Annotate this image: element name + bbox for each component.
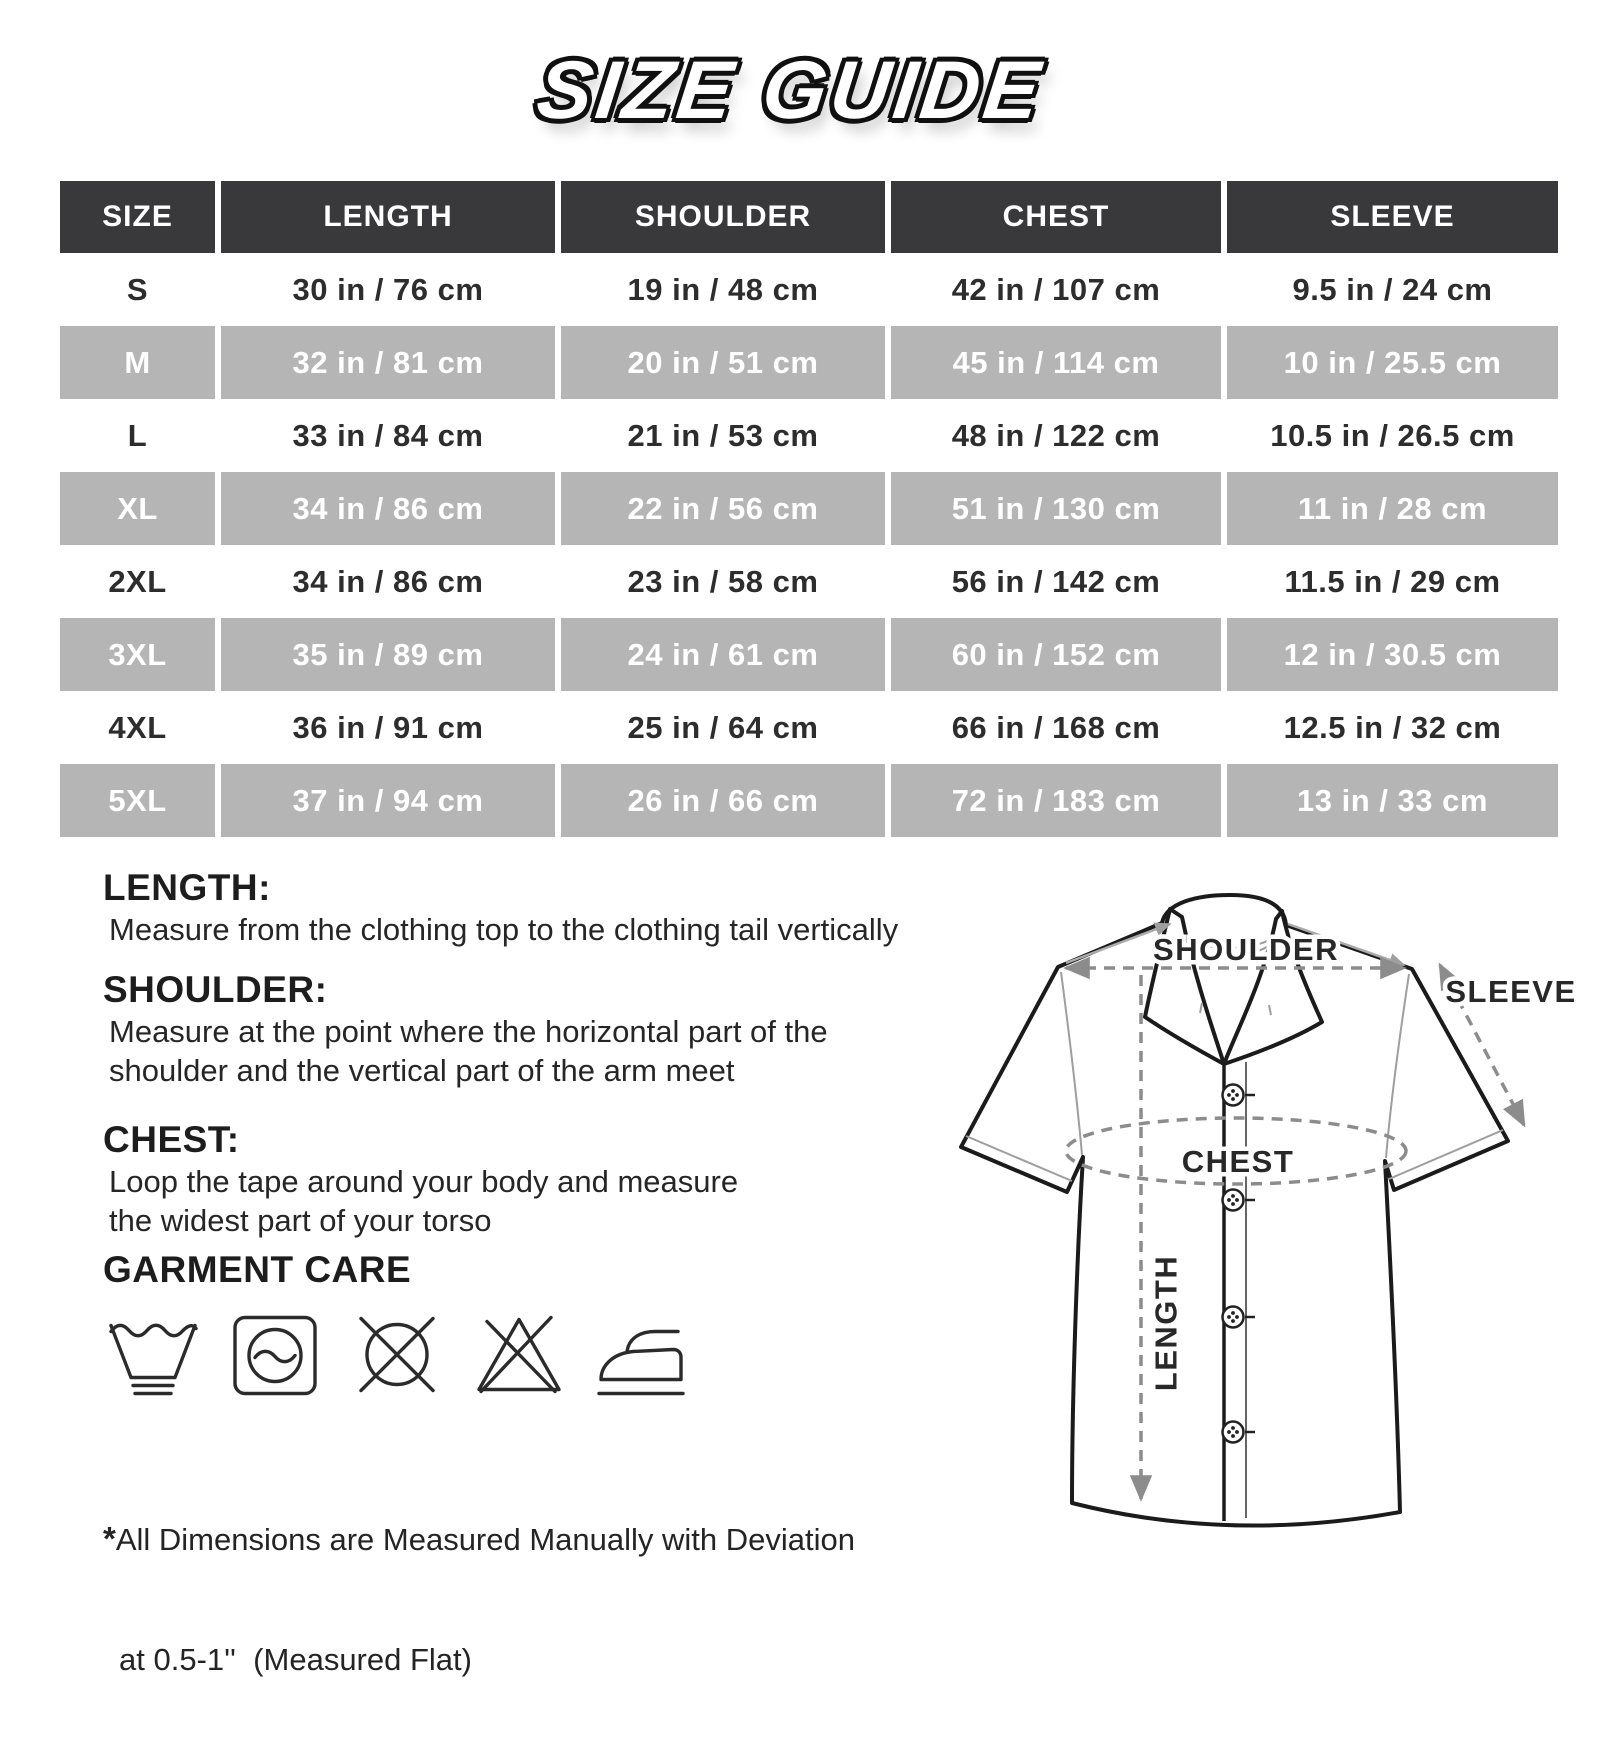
length-term: LENGTH:: [103, 867, 271, 908]
chest-term: CHEST:: [103, 1119, 240, 1160]
cell-shoulder: 19 in / 48 cm: [627, 271, 819, 307]
cell-chest: 42 in / 107 cm: [951, 271, 1161, 307]
footnote-star: *: [103, 1520, 116, 1557]
chest-label: CHEST: [1181, 1144, 1295, 1179]
cell-chest: 72 in / 183 cm: [891, 764, 1221, 837]
sleeve-label: SLEEVE: [1445, 974, 1577, 1009]
cell-chest: 48 in / 122 cm: [951, 417, 1161, 453]
chest-definition-line1: Loop the tape around your body and measure: [109, 1164, 739, 1199]
cell-chest: 56 in / 142 cm: [951, 563, 1161, 599]
cell-sleeve: 13 in / 33 cm: [1227, 764, 1558, 837]
size-table: [60, 181, 1558, 837]
garment-care-heading: GARMENT CARE: [103, 1249, 412, 1290]
shoulder-definition-line2: shoulder and the vertical part of the arm meet: [109, 1053, 735, 1088]
table-row: [60, 472, 1558, 545]
shoulder-term: SHOULDER:: [103, 969, 328, 1010]
cell-sleeve: 10.5 in / 26.5 cm: [1270, 417, 1515, 453]
col-header-size: SIZE: [60, 181, 215, 253]
cell-size: L: [127, 417, 148, 453]
cell-size: XL: [60, 472, 215, 545]
cell-sleeve: 11 in / 28 cm: [1227, 472, 1558, 545]
cell-shoulder: 21 in / 53 cm: [627, 417, 819, 453]
cell-length: 36 in / 91 cm: [292, 709, 484, 745]
garment-care-icons: [103, 1302, 1003, 1407]
iron-icon: [591, 1302, 691, 1407]
table-row: [60, 326, 1558, 399]
length-label: LENGTH: [1148, 1254, 1184, 1392]
cell-sleeve: 12.5 in / 32 cm: [1283, 709, 1502, 745]
table-row: [60, 545, 1558, 618]
chest-definition-line2: the widest part of your torso: [109, 1203, 492, 1238]
cell-sleeve: 12 in / 30.5 cm: [1227, 618, 1558, 691]
shirt-diagram-svg: [930, 855, 1577, 1555]
cell-sleeve: 9.5 in / 24 cm: [1292, 271, 1493, 307]
cell-shoulder: 20 in / 51 cm: [561, 326, 885, 399]
do-not-dry-clean-icon: [347, 1302, 447, 1407]
col-header-length: LENGTH: [221, 181, 555, 253]
cell-size: S: [126, 271, 149, 307]
cell-shoulder: 25 in / 64 cm: [627, 709, 819, 745]
cell-size: 3XL: [60, 618, 215, 691]
table-row: [60, 618, 1558, 691]
cell-length: 34 in / 86 cm: [221, 472, 555, 545]
cell-size: M: [60, 326, 215, 399]
cell-size: 4XL: [108, 709, 167, 745]
cell-sleeve: 11.5 in / 29 cm: [1284, 563, 1501, 599]
cell-length: 34 in / 86 cm: [292, 563, 484, 599]
cell-shoulder: 26 in / 66 cm: [561, 764, 885, 837]
shirt-diagram: [930, 855, 1577, 1555]
table-row: [60, 253, 1558, 326]
cell-length: 30 in / 76 cm: [292, 271, 484, 307]
cell-size: 5XL: [60, 764, 215, 837]
machine-wash-icon: [225, 1302, 325, 1407]
definitions-section: [103, 866, 1003, 1760]
cell-chest: 51 in / 130 cm: [891, 472, 1221, 545]
footnote-line1: [103, 1519, 1003, 1560]
cell-shoulder: 24 in / 61 cm: [561, 618, 885, 691]
wash-tub-icon: [103, 1302, 203, 1407]
cell-length: 33 in / 84 cm: [292, 417, 484, 453]
do-not-bleach-icon: [469, 1302, 569, 1407]
shoulder-definition-line1: Measure at the point where the horizontal part of the: [109, 1014, 828, 1049]
length-definition: Measure from the clothing top to the clothing tail vertically: [109, 912, 899, 947]
footnote-text1: All Dimensions are Measured Manually with Deviation: [115, 1522, 855, 1557]
col-header-shoulder: SHOULDER: [561, 181, 885, 253]
shirt-outline: [961, 895, 1508, 1526]
cell-length: 32 in / 81 cm: [221, 326, 555, 399]
cell-chest: 45 in / 114 cm: [891, 326, 1221, 399]
footnote-line2: at 0.5-1'' (Measured Flat): [119, 1642, 472, 1677]
cell-sleeve: 10 in / 25.5 cm: [1227, 326, 1558, 399]
cell-chest: 60 in / 152 cm: [891, 618, 1221, 691]
cell-length: 37 in / 94 cm: [221, 764, 555, 837]
cell-size: 2XL: [108, 563, 167, 599]
col-header-sleeve: SLEEVE: [1227, 181, 1558, 253]
table-row: [60, 691, 1558, 764]
cell-shoulder: 22 in / 56 cm: [561, 472, 885, 545]
col-header-chest: CHEST: [891, 181, 1221, 253]
cell-shoulder: 23 in / 58 cm: [627, 563, 819, 599]
shoulder-label: SHOULDER: [1153, 932, 1339, 967]
size-table-header: [60, 181, 1558, 253]
size-table-body: [60, 253, 1558, 837]
table-row: [60, 399, 1558, 472]
cell-length: 35 in / 89 cm: [221, 618, 555, 691]
footnote: [103, 1439, 1003, 1760]
cell-chest: 66 in / 168 cm: [951, 709, 1161, 745]
page-title: SIZE GUIDE: [532, 45, 1049, 136]
page-title-wrap: [0, 44, 1580, 138]
table-row: [60, 764, 1558, 837]
